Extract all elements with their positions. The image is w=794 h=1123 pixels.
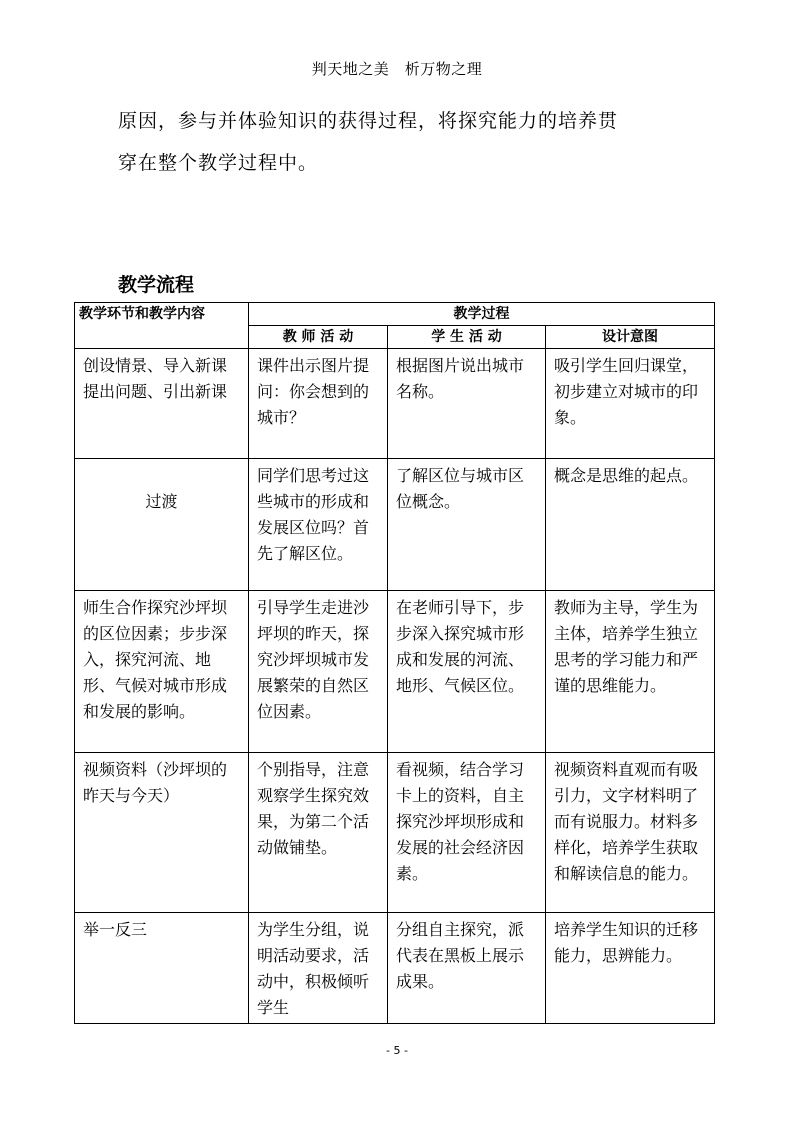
body-paragraph-line-1: 原因，参与并体验知识的获得过程，将探究能力的培养贯 xyxy=(118,110,619,132)
page-number: - 5 - xyxy=(386,1044,408,1057)
body-paragraph-line-2: 穿在整个教学过程中。 xyxy=(118,152,319,174)
cell-student: 分组自主探究，派代表在黑板上展示成果。 xyxy=(388,913,546,1024)
header-stage: 教学环节和教学内容 xyxy=(75,303,249,349)
table-row xyxy=(75,459,715,591)
subheader-student: 学 生 活 动 xyxy=(388,326,546,349)
cell-stage: 举一反三 xyxy=(75,913,249,1024)
teaching-flow-table xyxy=(74,302,715,1024)
cell-intent: 教师为主导，学生为主体，培养学生独立思考的学习能力和严谨的思维能力。 xyxy=(546,591,715,753)
cell-teacher: 同学们思考过这些城市的形成和发展区位吗？首先了解区位。 xyxy=(249,459,388,591)
cell-stage: 视频资料（沙坪坝的昨天与今天） xyxy=(75,753,249,913)
cell-intent: 吸引学生回归课堂，初步建立对城市的印象。 xyxy=(546,349,715,459)
cell-teacher: 为学生分组，说明活动要求，活动中，积极倾听学生 xyxy=(249,913,388,1024)
cell-student: 了解区位与城市区位概念。 xyxy=(388,459,546,591)
cell-student: 在老师引导下，步步深入探究城市形成和发展的河流、地形、气候区位。 xyxy=(388,591,546,753)
cell-intent: 培养学生知识的迁移能力，思辨能力。 xyxy=(546,913,715,1024)
cell-stage: 师生合作探究沙坪坝的区位因素；步步深入，探究河流、地形、气候对城市形成和发展的影响。 xyxy=(75,591,249,753)
cell-student: 看视频，结合学习卡上的资料，自主探究沙坪坝形成和发展的社会经济因素。 xyxy=(388,753,546,913)
cell-student: 根据图片说出城市名称。 xyxy=(388,349,546,459)
cell-teacher: 个别指导，注意观察学生探究效果，为第二个活动做铺垫。 xyxy=(249,753,388,913)
table-row xyxy=(75,349,715,459)
table-row xyxy=(75,753,715,913)
table-row xyxy=(75,591,715,753)
page-header: 判天地之美 析万物之理 xyxy=(311,60,483,78)
cell-stage: 过渡 xyxy=(75,459,249,591)
cell-stage: 创设情景、导入新课 提出问题、引出新课 xyxy=(75,349,249,459)
subheader-teacher: 教 师 活 动 xyxy=(249,326,388,349)
table-row xyxy=(75,913,715,1024)
cell-intent: 概念是思维的起点。 xyxy=(546,459,715,591)
section-title: 教学流程 xyxy=(118,274,195,296)
cell-teacher: 课件出示图片提问：你会想到的城市？ xyxy=(249,349,388,459)
cell-intent: 视频资料直观而有吸引力，文字材料明了而有说服力。材料多样化，培养学生获取和解读信息的能力。 xyxy=(546,753,715,913)
header-process: 教学过程 xyxy=(249,303,715,326)
subheader-intent: 设计意图 xyxy=(546,326,715,349)
cell-teacher: 引导学生走进沙坪坝的昨天，探究沙坪坝城市发展繁荣的自然区位因素。 xyxy=(249,591,388,753)
